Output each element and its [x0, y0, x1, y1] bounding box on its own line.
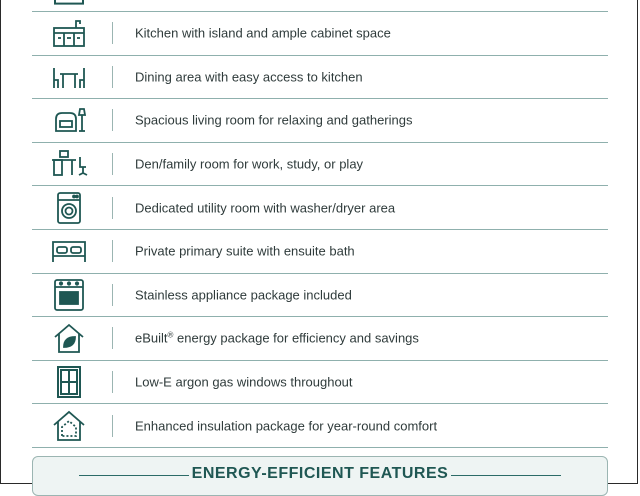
- ebuilt-brand: eBuilt: [135, 331, 168, 347]
- row-divider: [112, 371, 113, 393]
- window-icon: [50, 365, 88, 399]
- oven-icon: [50, 278, 88, 312]
- feature-row: [32, 230, 608, 274]
- washer-icon: [50, 191, 88, 225]
- feature-label: [135, 287, 352, 302]
- feature-row: [32, 56, 608, 100]
- feature-label: Private primary suite with ensuite bath: [135, 243, 355, 259]
- row-divider: [112, 240, 113, 262]
- row-divider: [112, 22, 113, 44]
- feature-row: [32, 143, 608, 187]
- armchair-lamp-icon: [50, 103, 88, 137]
- row-divider: [112, 197, 113, 219]
- feature-row: [32, 317, 608, 361]
- insulated-house-icon: [50, 409, 88, 443]
- kitchen-icon: [50, 16, 88, 50]
- row-divider: [112, 327, 113, 349]
- house-leaf-icon: [50, 321, 88, 355]
- feature-row: [32, 361, 608, 405]
- feature-label: Dining area with easy access to kitchen: [135, 69, 363, 85]
- row-divider: [112, 415, 113, 437]
- bed-icon: [50, 234, 88, 268]
- section-title: ENERGY-EFFICIENT FEATURES: [191, 465, 449, 482]
- feature-label: Den/family room for work, study, or play: [135, 156, 364, 172]
- row-divider: [112, 153, 113, 175]
- row-divider: [112, 66, 113, 88]
- feature-list: [32, 0, 608, 448]
- registered-mark: ®: [167, 330, 174, 340]
- feature-label-text: energy package for efficiency and savings: [173, 331, 419, 347]
- feature-label: [135, 331, 419, 346]
- feature-label: Enhanced insulation package for year-round comfort: [135, 418, 438, 434]
- feature-label: Dedicated utility room with washer/dryer area: [135, 200, 396, 216]
- feature-row: [32, 0, 608, 12]
- feature-row: [32, 404, 608, 448]
- feature-row: [32, 12, 608, 56]
- feature-label: Spacious living room for relaxing and gatherings: [135, 112, 413, 128]
- row-divider: [112, 109, 113, 131]
- feature-label-text: Stainless appliance package included: [135, 287, 352, 303]
- feature-row: [32, 274, 608, 318]
- energy-features-panel: [32, 456, 608, 496]
- feature-row: [32, 99, 608, 143]
- dining-icon: [50, 60, 88, 94]
- feature-label: Kitchen with island and ample cabinet space: [135, 25, 391, 41]
- desk-chair-icon: [50, 147, 88, 181]
- row-divider: [112, 284, 113, 306]
- feature-label: Low-E argon gas windows throughout: [135, 374, 353, 390]
- feature-row: [32, 186, 608, 230]
